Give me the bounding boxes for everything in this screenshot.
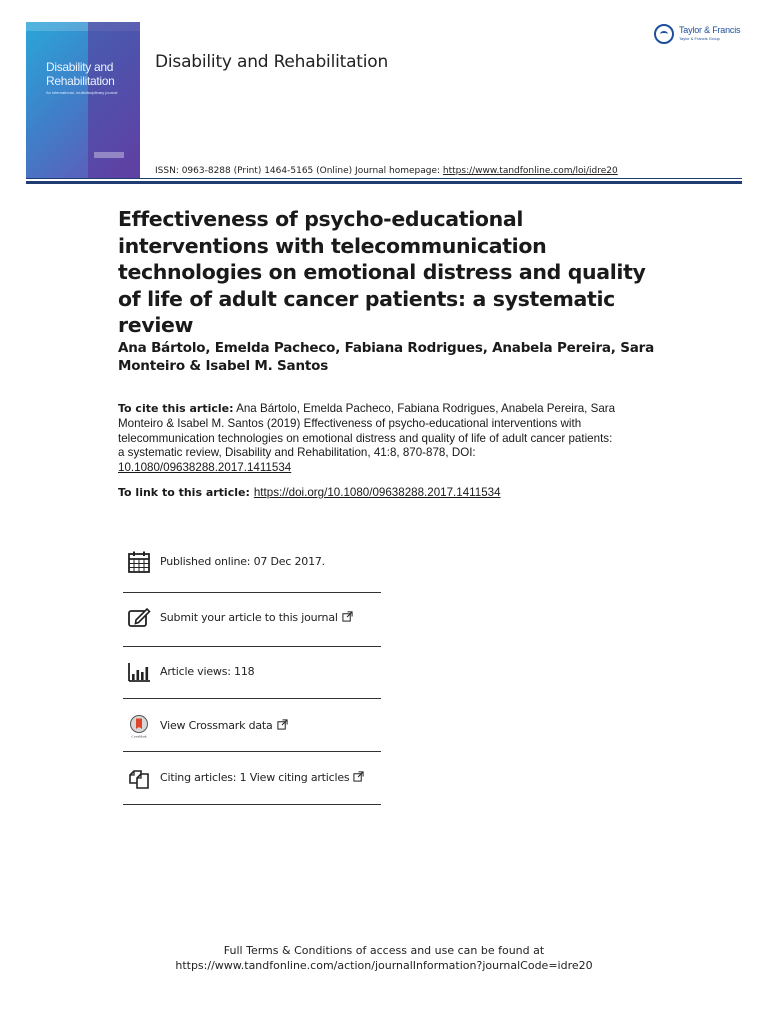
calendar-icon — [127, 550, 151, 574]
cite-text: Ana Bártolo, Emelda Pacheco, Fabiana Rodrigues, Anabela Pereira, Sara Monteiro & Isabel M. Santos (2019) Effectiveness of psycho-educational interventions with telecommunication technologies on emotional distress and quality of life of adult cancer patients: a systematic review, Disability and Rehabilitation, 41:8, 870-878, DOI: — [118, 402, 616, 460]
submit-article-label: Submit your article to this journal — [160, 611, 338, 624]
article-doi-link[interactable]: https://doi.org/10.1080/09638288.2017.1411534 — [253, 486, 501, 499]
journal-cover-image — [26, 22, 140, 178]
footer-terms-link[interactable]: https://www.tandfonline.com/action/journalInformation?journalCode=idre20 — [175, 959, 593, 972]
cite-doi-link[interactable]: 10.1080/09638288.2017.1411534 — [118, 461, 292, 475]
citation-block — [118, 402, 618, 476]
external-link-icon — [342, 611, 353, 622]
cite-label: To cite this article: — [118, 402, 234, 415]
crossmark-icon — [127, 714, 151, 738]
footer-terms — [0, 943, 768, 973]
external-link-icon — [353, 771, 364, 782]
crossmark-label: View Crossmark data — [160, 719, 273, 732]
article-link-line — [118, 486, 501, 499]
journal-title: Disability and Rehabilitation — [155, 52, 389, 72]
citing-articles-row[interactable] — [123, 752, 381, 804]
issn-text: ISSN: 0963-8288 (Print) 1464-5165 (Online) Journal homepage: — [155, 166, 443, 176]
edit-icon — [127, 606, 151, 630]
published-online-text: Published online: 07 Dec 2017. — [160, 555, 325, 568]
row-divider — [123, 698, 381, 699]
submit-article-row[interactable] — [123, 592, 381, 644]
documents-icon — [127, 766, 151, 790]
citing-articles-label: Citing articles: 1 View citing articles — [160, 771, 350, 784]
cover-publisher-mark — [94, 152, 124, 158]
crossmark-row[interactable] — [123, 700, 381, 752]
cover-title: Disability and Rehabilitation — [46, 60, 115, 88]
external-link-icon — [277, 719, 288, 730]
publisher-subname: Taylor & Francis Group — [679, 36, 720, 41]
crossmark-link[interactable] — [160, 719, 288, 732]
link-label: To link to this article: — [118, 486, 250, 499]
issn-line — [155, 166, 618, 176]
cover-subtitle: An international, multidisciplinary journal — [46, 90, 118, 95]
header-divider-thin — [26, 178, 742, 179]
publisher-logo-icon — [654, 24, 674, 44]
article-views-text: Article views: 118 — [160, 665, 255, 678]
article-authors: Ana Bártolo, Emelda Pacheco, Fabiana Rodrigues, Anabela Pereira, Sara Monteiro & Isabel M. Santos — [118, 340, 655, 374]
publisher-logo[interactable] — [654, 22, 754, 48]
bar-chart-icon — [127, 660, 151, 684]
submit-article-link[interactable] — [160, 611, 353, 624]
citing-articles-link[interactable] — [160, 771, 364, 784]
header-divider — [26, 181, 742, 184]
journal-homepage-link[interactable]: https://www.tandfonline.com/loi/idre20 — [442, 166, 618, 176]
footer-terms-text: Full Terms & Conditions of access and use can be found at — [223, 944, 545, 957]
article-views-row — [123, 646, 381, 698]
publisher-name: Taylor & Francis — [679, 25, 741, 35]
published-online-row — [123, 536, 381, 588]
article-title: Effectiveness of psycho-educational interventions with telecommunication technologies on emotional distress and quality of life of adult cancer patients: a systematic review — [118, 207, 646, 337]
row-divider — [123, 804, 381, 805]
crossmark-logo-text: CrossMark — [131, 734, 147, 738]
